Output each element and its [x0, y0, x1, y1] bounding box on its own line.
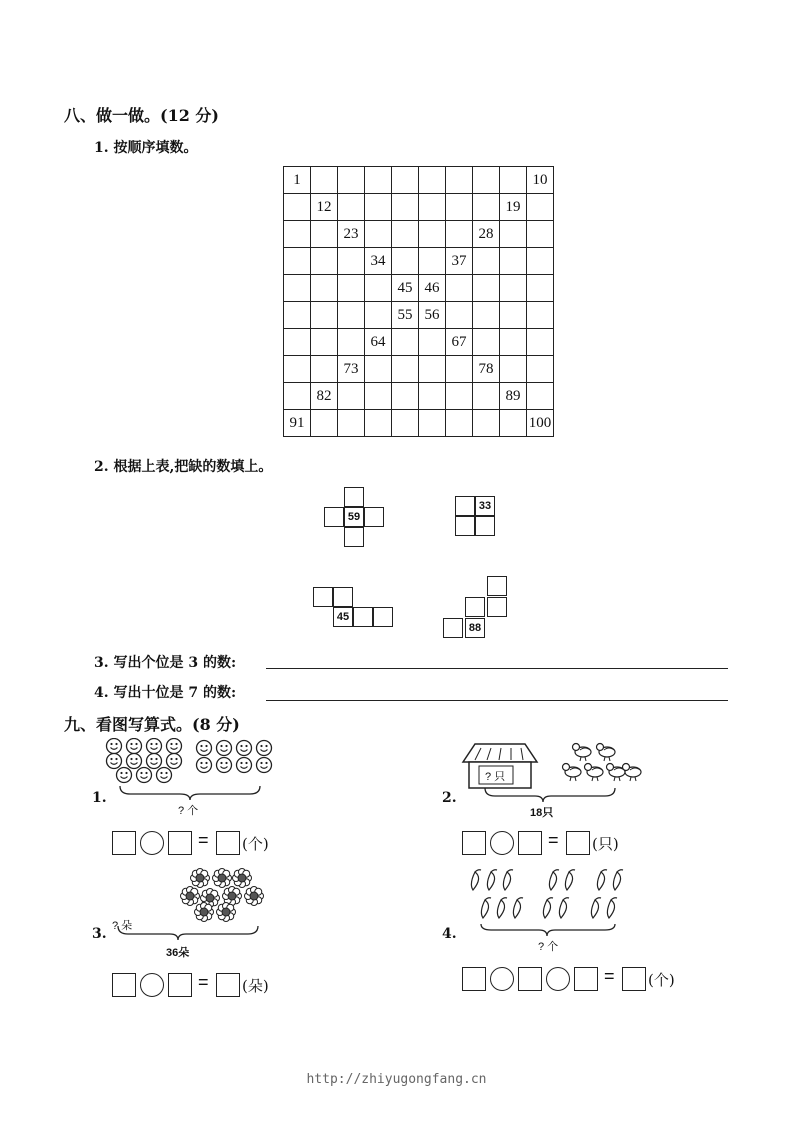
grid-cell-blank[interactable]: [365, 167, 392, 194]
equals-sign: =: [604, 966, 615, 986]
equals-sign: =: [198, 972, 209, 992]
smiley-face-icon: [197, 758, 212, 773]
answer-box[interactable]: [216, 973, 240, 997]
grid-cell-blank[interactable]: [338, 248, 365, 275]
grid-cell-blank[interactable]: [338, 410, 365, 437]
unit-label: (只): [592, 835, 619, 853]
equals-sign: =: [548, 830, 559, 850]
smiley-face-icon: [257, 741, 272, 756]
smiley-face-icon: [147, 754, 162, 769]
section-9-title: 九、看图写算式。(8 分): [64, 715, 240, 734]
flower-icon: [195, 903, 214, 922]
grid-cell-given: 64: [365, 329, 392, 356]
grid-row: [284, 383, 554, 410]
grid-cell-given: 89: [500, 383, 527, 410]
question-3-text: 3. 写出个位是 3 的数:: [94, 655, 237, 671]
smiley-face-icon: [127, 739, 142, 754]
grid-cell-blank[interactable]: [284, 275, 311, 302]
grid-cell-blank[interactable]: [338, 302, 365, 329]
grid-cell-blank[interactable]: [446, 221, 473, 248]
puzzle-cell[interactable]: [324, 507, 344, 527]
pepper-icon: [613, 870, 623, 890]
grid-row: [284, 356, 554, 383]
answer-box[interactable]: [462, 831, 486, 855]
grid-cell-blank[interactable]: [392, 410, 419, 437]
section-8-title: 八、做一做。(12 分): [64, 106, 219, 125]
flower-icon: [233, 869, 252, 888]
puzzle-cell[interactable]: [465, 597, 485, 617]
puzzle-cell[interactable]: [443, 618, 463, 638]
pepper-icon: [513, 898, 523, 918]
grid-cell-blank[interactable]: [338, 329, 365, 356]
grid-cell-blank[interactable]: [446, 302, 473, 329]
puzzle-cell[interactable]: [373, 607, 393, 627]
operator-circle[interactable]: [140, 973, 164, 997]
grid-cell-blank[interactable]: [392, 221, 419, 248]
grid-cell-given: 34: [365, 248, 392, 275]
grid-cell-blank[interactable]: [473, 383, 500, 410]
puzzle-cell[interactable]: [364, 507, 384, 527]
grid-cell-given: 46: [419, 275, 446, 302]
puzzle-cell-value: 45: [333, 607, 353, 627]
pepper-icon: [497, 898, 507, 918]
pepper-icon: [503, 870, 513, 890]
grid-cell-blank[interactable]: [527, 275, 554, 302]
grid-row: [284, 248, 554, 275]
smiley-face-icon: [217, 758, 232, 773]
flower-icon: [213, 869, 232, 888]
grid-cell-blank[interactable]: [419, 329, 446, 356]
grid-cell-blank[interactable]: [284, 383, 311, 410]
puzzle-cell[interactable]: [353, 607, 373, 627]
flower-icon: [217, 903, 236, 922]
pepper-icon: [487, 870, 497, 890]
answer-box[interactable]: [622, 967, 646, 991]
pigeon-icon: [563, 764, 582, 782]
grid-cell-blank[interactable]: [284, 329, 311, 356]
grid-cell-given: 1: [284, 167, 311, 194]
pigeon-icon: [623, 764, 642, 782]
puzzle-cell-value: 33: [475, 496, 495, 516]
unit-label: (朵): [242, 977, 269, 995]
grid-cell-blank[interactable]: [311, 329, 338, 356]
grid-cell-blank[interactable]: [311, 356, 338, 383]
grid-cell-blank[interactable]: [311, 410, 338, 437]
pepper-icon: [481, 898, 491, 918]
grid-cell-blank[interactable]: [527, 194, 554, 221]
unit-label: (个): [242, 835, 269, 853]
grid-cell-blank[interactable]: [365, 275, 392, 302]
grid-cell-blank[interactable]: [284, 194, 311, 221]
item-1-number: 1.: [92, 790, 107, 806]
grid-cell-blank[interactable]: [500, 410, 527, 437]
grid-cell-blank[interactable]: [338, 194, 365, 221]
question-1-text: 1. 按顺序填数。: [94, 140, 198, 156]
smiley-face-icon: [237, 758, 252, 773]
smiley-face-icon: [107, 739, 122, 754]
grid-cell-blank[interactable]: [419, 194, 446, 221]
grid-cell-blank[interactable]: [473, 275, 500, 302]
grid-cell-blank[interactable]: [365, 221, 392, 248]
puzzle-cell[interactable]: [455, 496, 475, 516]
grid-cell-given: 23: [338, 221, 365, 248]
pepper-icon: [591, 898, 601, 918]
puzzle-cell[interactable]: [487, 576, 507, 596]
grid-cell-given: 28: [473, 221, 500, 248]
flower-icon: [181, 887, 200, 906]
grid-cell-blank[interactable]: [338, 383, 365, 410]
grid-cell-given: 10: [527, 167, 554, 194]
item-3-number: 3.: [92, 926, 107, 942]
pigeon-icon: [597, 744, 616, 762]
item-2-number: 2.: [442, 790, 457, 806]
house-label: ? 只: [485, 771, 506, 783]
grid-cell-blank[interactable]: [338, 275, 365, 302]
grid-cell-blank[interactable]: [473, 329, 500, 356]
grid-cell-blank[interactable]: [392, 167, 419, 194]
puzzle-cell-value: 59: [344, 507, 364, 527]
grid-row: [284, 167, 554, 194]
pigeon-icon: [585, 764, 604, 782]
puzzle-cell[interactable]: [333, 587, 353, 607]
puzzle-cell[interactable]: [344, 527, 364, 547]
pepper-icon: [565, 870, 575, 890]
grid-cell-blank[interactable]: [500, 329, 527, 356]
grid-cell-given: 100: [527, 410, 554, 437]
answer-box[interactable]: [168, 973, 192, 997]
unit-label: (个): [648, 971, 675, 989]
grid-cell-blank[interactable]: [392, 248, 419, 275]
smiley-face-icon: [167, 754, 182, 769]
grid-row: [284, 275, 554, 302]
smiley-face-icon: [257, 758, 272, 773]
item-2-brace-label: 18只: [530, 807, 554, 819]
pepper-icon: [607, 898, 617, 918]
grid-cell-given: 91: [284, 410, 311, 437]
puzzle-cell[interactable]: [313, 587, 333, 607]
grid-cell-blank[interactable]: [527, 329, 554, 356]
footer-url: http://zhiyugongfang.cn: [306, 1072, 487, 1087]
grid-cell-blank[interactable]: [311, 275, 338, 302]
house-birds-picture: [455, 740, 645, 810]
grid-cell-blank[interactable]: [446, 167, 473, 194]
smiley-face-icon: [237, 741, 252, 756]
grid-cell-blank[interactable]: [500, 356, 527, 383]
question-2-text: 2. 根据上表,把缺的数填上。: [94, 459, 273, 475]
grid-cell-given: 12: [311, 194, 338, 221]
grid-cell-blank[interactable]: [473, 194, 500, 221]
equals-sign: =: [198, 830, 209, 850]
answer-box[interactable]: [574, 967, 598, 991]
answer-box[interactable]: [462, 967, 486, 991]
grid-cell-blank[interactable]: [527, 248, 554, 275]
grid-row: [284, 194, 554, 221]
grid-cell-blank[interactable]: [500, 221, 527, 248]
grid-cell-blank[interactable]: [365, 356, 392, 383]
grid-cell-blank[interactable]: [419, 221, 446, 248]
puzzle-cell-value: 88: [465, 618, 485, 638]
answer-box[interactable]: [566, 831, 590, 855]
grid-cell-blank[interactable]: [473, 167, 500, 194]
item-4-number: 4.: [442, 926, 457, 942]
grid-row: [284, 302, 554, 329]
item-1-brace-label: ? 个: [178, 805, 199, 817]
answer-line-3[interactable]: [266, 668, 728, 669]
grid-cell-given: 37: [446, 248, 473, 275]
operator-circle[interactable]: [490, 831, 514, 855]
grid-cell-blank[interactable]: [392, 194, 419, 221]
peppers-picture: [455, 866, 645, 936]
grid-row: [284, 221, 554, 248]
grid-cell-blank[interactable]: [419, 356, 446, 383]
grid-cell-given: 56: [419, 302, 446, 329]
item-3-brace-label: 36朵: [166, 947, 190, 959]
grid-row: [284, 410, 554, 437]
pepper-icon: [559, 898, 569, 918]
flower-icon: [191, 869, 210, 888]
smiley-face-icon: [157, 768, 172, 783]
puzzle-cell[interactable]: [344, 487, 364, 507]
answer-box[interactable]: [216, 831, 240, 855]
grid-cell-blank[interactable]: [311, 221, 338, 248]
grid-cell-given: 78: [473, 356, 500, 383]
flower-icon: [245, 887, 264, 906]
operator-circle[interactable]: [140, 831, 164, 855]
grid-cell-blank[interactable]: [419, 248, 446, 275]
grid-cell-blank[interactable]: [365, 410, 392, 437]
pepper-icon: [549, 870, 559, 890]
grid-cell-blank[interactable]: [527, 221, 554, 248]
grid-cell-blank[interactable]: [527, 302, 554, 329]
grid-cell-blank[interactable]: [473, 302, 500, 329]
grid-cell-blank[interactable]: [500, 248, 527, 275]
grid-cell-given: 55: [392, 302, 419, 329]
pepper-icon: [597, 870, 607, 890]
hundred-grid: [283, 166, 554, 437]
puzzle-cell[interactable]: [475, 516, 495, 536]
grid-cell-blank[interactable]: [284, 248, 311, 275]
grid-cell-blank[interactable]: [311, 248, 338, 275]
smiley-face-icon: [137, 768, 152, 783]
grid-cell-given: 19: [500, 194, 527, 221]
smiley-face-icon: [217, 741, 232, 756]
smiley-face-icon: [117, 768, 132, 783]
grid-cell-blank[interactable]: [446, 275, 473, 302]
grid-cell-blank[interactable]: [392, 356, 419, 383]
grid-row: [284, 329, 554, 356]
grid-cell-blank[interactable]: [446, 194, 473, 221]
flowers-picture: [110, 864, 270, 944]
grid-cell-blank[interactable]: [527, 356, 554, 383]
pepper-icon: [471, 870, 481, 890]
grid-cell-blank[interactable]: [311, 167, 338, 194]
grid-cell-blank[interactable]: [365, 383, 392, 410]
grid-cell-blank[interactable]: [338, 167, 365, 194]
grid-cell-blank[interactable]: [473, 248, 500, 275]
operator-circle[interactable]: [546, 967, 570, 991]
grid-cell-given: 45: [392, 275, 419, 302]
grid-cell-blank[interactable]: [527, 383, 554, 410]
grid-cell-blank[interactable]: [392, 329, 419, 356]
grid-cell-blank[interactable]: [284, 302, 311, 329]
answer-box[interactable]: [518, 967, 542, 991]
grid-cell-given: 67: [446, 329, 473, 356]
grid-cell-blank[interactable]: [473, 410, 500, 437]
operator-circle[interactable]: [490, 967, 514, 991]
grid-cell-blank[interactable]: [500, 302, 527, 329]
smiley-face-icon: [197, 741, 212, 756]
answer-box[interactable]: [112, 831, 136, 855]
pigeon-icon: [573, 744, 592, 762]
smiley-face-icon: [147, 739, 162, 754]
grid-cell-blank[interactable]: [419, 383, 446, 410]
grid-cell-blank[interactable]: [311, 302, 338, 329]
grid-cell-blank[interactable]: [446, 410, 473, 437]
question-4-text: 4. 写出十位是 7 的数:: [94, 685, 237, 701]
grid-cell-blank[interactable]: [419, 410, 446, 437]
grid-cell-blank[interactable]: [392, 383, 419, 410]
smiley-face-icon: [127, 754, 142, 769]
puzzle-cell[interactable]: [455, 516, 475, 536]
grid-cell-blank[interactable]: [365, 302, 392, 329]
answer-line-4[interactable]: [266, 700, 728, 701]
grid-cell-blank[interactable]: [284, 221, 311, 248]
puzzle-cell[interactable]: [487, 597, 507, 617]
smiley-face-icon: [167, 739, 182, 754]
grid-cell-given: 82: [311, 383, 338, 410]
grid-cell-blank[interactable]: [446, 383, 473, 410]
item-3-top-label: ? 朵: [112, 920, 133, 932]
smiley-face-icon: [107, 754, 122, 769]
answer-box[interactable]: [168, 831, 192, 855]
answer-box[interactable]: [518, 831, 542, 855]
answer-box[interactable]: [112, 973, 136, 997]
grid-cell-blank[interactable]: [500, 275, 527, 302]
grid-cell-blank[interactable]: [446, 356, 473, 383]
grid-cell-given: 73: [338, 356, 365, 383]
grid-cell-blank[interactable]: [500, 167, 527, 194]
grid-cell-blank[interactable]: [365, 194, 392, 221]
grid-cell-blank[interactable]: [284, 356, 311, 383]
pepper-icon: [543, 898, 553, 918]
grid-cell-blank[interactable]: [419, 167, 446, 194]
item-4-brace-label: ? 个: [538, 941, 559, 953]
